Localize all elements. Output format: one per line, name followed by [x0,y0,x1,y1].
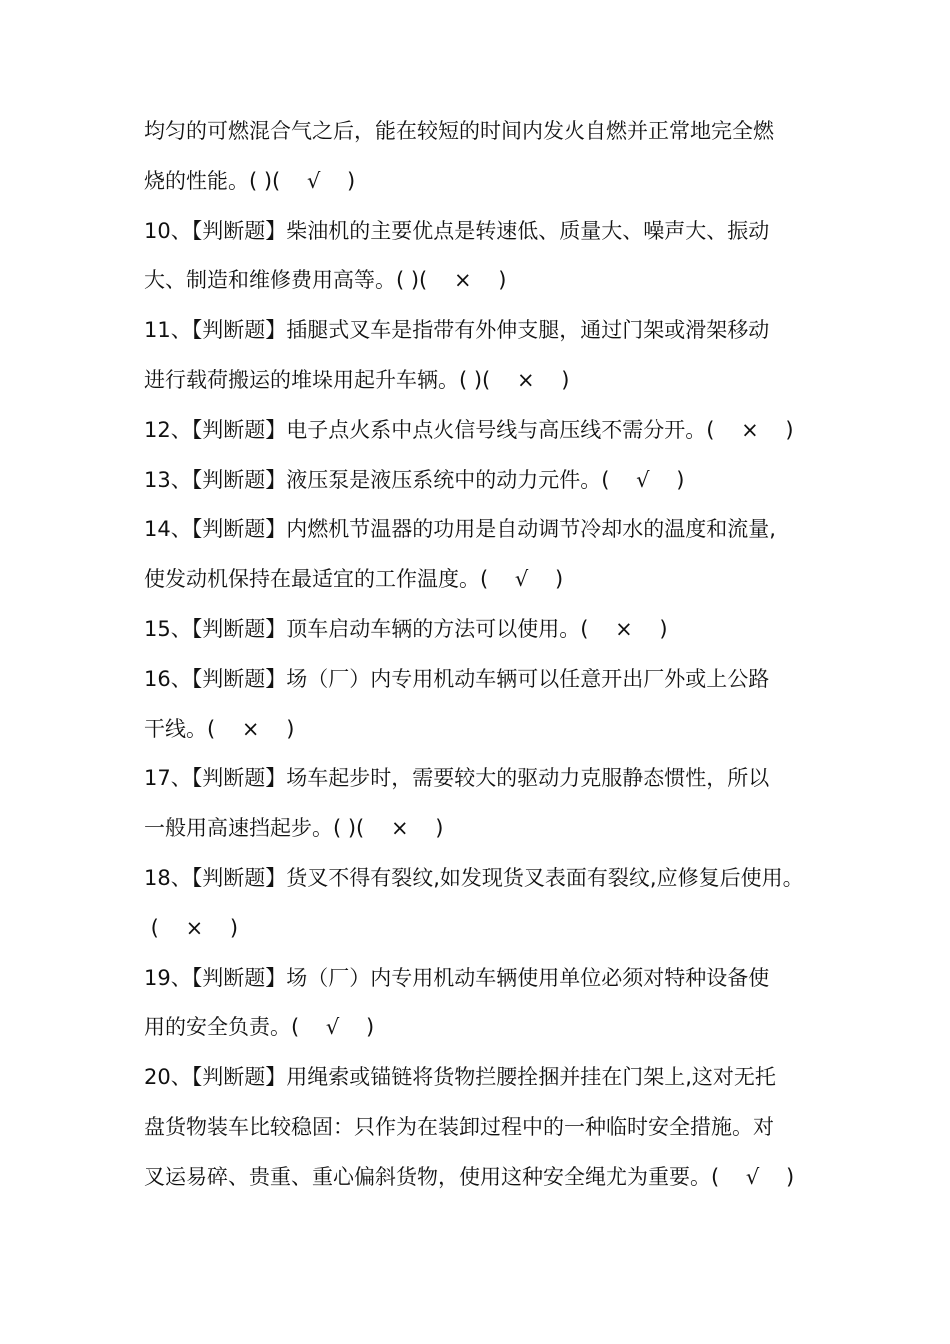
text-line: 10、【判断题】柴油机的主要优点是转速低、质量大、噪声大、振动 [144,218,770,243]
text-line: 大、制造和维修费用高等。( )( × ) [144,268,507,293]
text-line: 干线。( × ) [144,716,295,741]
text-line: 20、【判断题】用绳索或锚链将货物拦腰拴捆并挂在门架上,这对无托 [144,1065,776,1090]
text-line: ( × ) [144,915,239,940]
text-line: 13、【判断题】液压泵是液压系统中的动力元件。( √ ) [144,467,685,492]
text-line: 进行载荷搬运的堆垛用起升车辆。( )( × ) [144,367,570,392]
text-line: 烧的性能。( )( √ ) [144,168,356,193]
text-line: 17、【判断题】场车起步时，需要较大的驱动力克服静态惯性，所以 [144,766,770,791]
text-line: 11、【判断题】插腿式叉车是指带有外伸支腿，通过门架或滑架移动 [144,318,770,343]
text-line: 16、【判断题】场（厂）内专用机动车辆可以任意开出厂外或上公路 [144,666,770,691]
text-line: 用的安全负责。( √ ) [144,1015,375,1040]
text-line: 18、【判断题】货叉不得有裂纹,如发现货叉表面有裂纹,应修复后使用。 [144,865,804,890]
text-line: 19、【判断题】场（厂）内专用机动车辆使用单位必须对特种设备使 [144,965,770,990]
text-line: 12、【判断题】电子点火系中点火信号线与高压线不需分开。( × ) [144,417,794,442]
text-line: 盘货物装车比较稳固：只作为在装卸过程中的一种临时安全措施。对 [144,1114,774,1139]
text-line: 叉运易碎、贵重、重心偏斜货物，使用这种安全绳尤为重要。( √ ) [144,1164,795,1189]
text-line: 使发动机保持在最适宜的工作温度。( √ ) [144,567,564,592]
text-line: 均匀的可燃混合气之后，能在较短的时间内发火自燃并正常地完全燃 [144,119,774,143]
text-line: 14、【判断题】内燃机节温器的功用是自动调节冷却水的温度和流量, [144,517,776,542]
text-line: 15、【判断题】顶车启动车辆的方法可以使用。( × ) [144,616,668,641]
question-list [144,107,814,1203]
text-line: 一般用高速挡起步。( )( × ) [144,816,444,841]
